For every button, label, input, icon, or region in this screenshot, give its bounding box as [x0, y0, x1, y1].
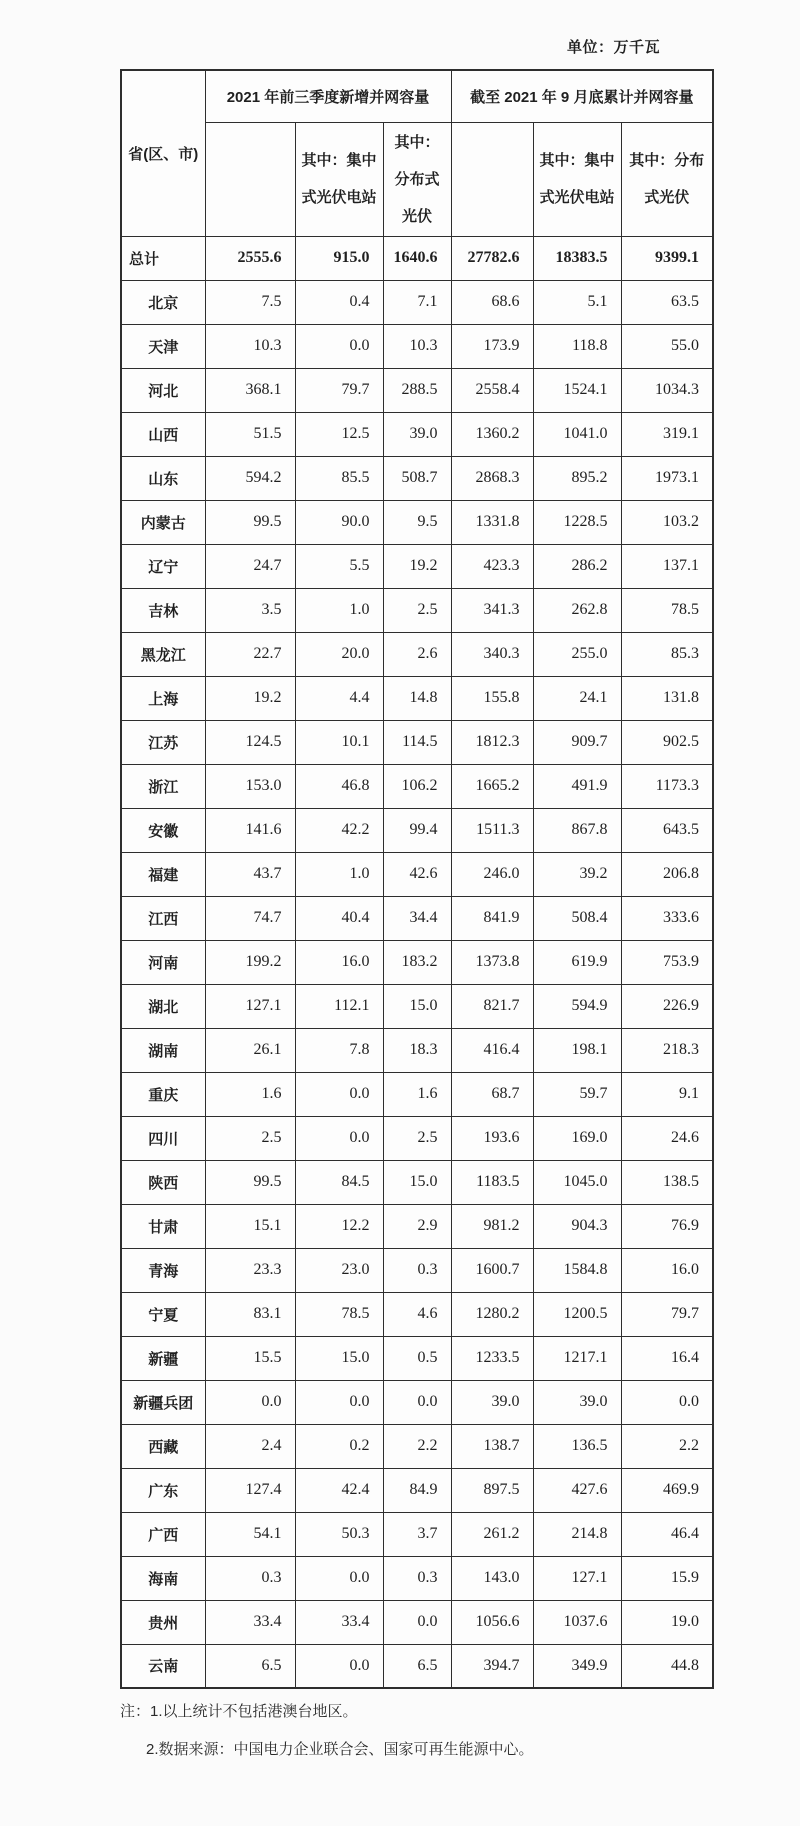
value-cell: 2.9: [383, 1204, 451, 1248]
value-cell: 0.0: [295, 1556, 383, 1600]
province-name-cell: 贵州: [121, 1600, 205, 1644]
table-row: [121, 1380, 713, 1424]
value-cell: 4.4: [295, 676, 383, 720]
value-cell: 1584.8: [533, 1248, 621, 1292]
value-cell: 118.8: [533, 324, 621, 368]
value-cell: 1511.3: [451, 808, 533, 852]
value-cell: 841.9: [451, 896, 533, 940]
sub-header-row: [121, 122, 713, 236]
province-name-cell: 海南: [121, 1556, 205, 1600]
value-cell: 153.0: [205, 764, 295, 808]
value-cell: 199.2: [205, 940, 295, 984]
value-cell: 83.1: [205, 1292, 295, 1336]
value-cell: 55.0: [621, 324, 713, 368]
province-name-cell: 吉林: [121, 588, 205, 632]
value-cell: 469.9: [621, 1468, 713, 1512]
table-row: [121, 764, 713, 808]
value-cell: 1665.2: [451, 764, 533, 808]
value-cell: 39.0: [451, 1380, 533, 1424]
value-cell: 0.0: [295, 1644, 383, 1688]
value-cell: 141.6: [205, 808, 295, 852]
value-cell: 1183.5: [451, 1160, 533, 1204]
value-cell: 19.2: [205, 676, 295, 720]
table-row: [121, 500, 713, 544]
value-cell: 138.5: [621, 1160, 713, 1204]
province-name-cell: 山西: [121, 412, 205, 456]
value-cell: 79.7: [621, 1292, 713, 1336]
value-cell: 0.3: [383, 1248, 451, 1292]
value-cell: 2.2: [383, 1424, 451, 1468]
value-cell: 0.3: [383, 1556, 451, 1600]
group-header-new-capacity: 2021 年前三季度新增并网容量: [205, 70, 451, 122]
value-cell: 2.5: [383, 1116, 451, 1160]
value-cell: 1173.3: [621, 764, 713, 808]
value-cell: 1373.8: [451, 940, 533, 984]
value-cell: 5.5: [295, 544, 383, 588]
value-cell: 9.5: [383, 500, 451, 544]
value-cell: 394.7: [451, 1644, 533, 1688]
province-name-cell: 辽宁: [121, 544, 205, 588]
value-cell: 15.0: [383, 1160, 451, 1204]
table-row: [121, 1028, 713, 1072]
table-row: [121, 236, 713, 280]
value-cell: 59.7: [533, 1072, 621, 1116]
table-row: [121, 1336, 713, 1380]
table-row: [121, 1644, 713, 1688]
value-cell: 6.5: [383, 1644, 451, 1688]
value-cell: 16.0: [621, 1248, 713, 1292]
value-cell: 349.9: [533, 1644, 621, 1688]
table-row: [121, 1160, 713, 1204]
value-cell: 63.5: [621, 280, 713, 324]
value-cell: 206.8: [621, 852, 713, 896]
group-header-cumulative-capacity: 截至 2021 年 9 月底累计并网容量: [451, 70, 713, 122]
value-cell: 0.0: [205, 1380, 295, 1424]
value-cell: 127.1: [205, 984, 295, 1028]
province-name-cell: 福建: [121, 852, 205, 896]
value-cell: 0.2: [295, 1424, 383, 1468]
table-row: [121, 456, 713, 500]
value-cell: 24.1: [533, 676, 621, 720]
value-cell: 15.1: [205, 1204, 295, 1248]
table-body: [121, 236, 713, 1688]
value-cell: 46.4: [621, 1512, 713, 1556]
value-cell: 909.7: [533, 720, 621, 764]
value-cell: 897.5: [451, 1468, 533, 1512]
value-cell: 1228.5: [533, 500, 621, 544]
value-cell: 2.5: [205, 1116, 295, 1160]
value-cell: 42.6: [383, 852, 451, 896]
value-cell: 594.9: [533, 984, 621, 1028]
value-cell: 1280.2: [451, 1292, 533, 1336]
table-row: [121, 676, 713, 720]
value-cell: 90.0: [295, 500, 383, 544]
value-cell: 15.9: [621, 1556, 713, 1600]
value-cell: 85.3: [621, 632, 713, 676]
province-name-cell: 宁夏: [121, 1292, 205, 1336]
value-cell: 131.8: [621, 676, 713, 720]
value-cell: 114.5: [383, 720, 451, 764]
value-cell: 33.4: [205, 1600, 295, 1644]
value-cell: 2868.3: [451, 456, 533, 500]
value-cell: 19.2: [383, 544, 451, 588]
value-cell: 1640.6: [383, 236, 451, 280]
value-cell: 19.0: [621, 1600, 713, 1644]
table-row: [121, 852, 713, 896]
province-name-cell: 云南: [121, 1644, 205, 1688]
value-cell: 1360.2: [451, 412, 533, 456]
value-cell: 20.0: [295, 632, 383, 676]
sub-header-cum-distributed: 其中：分布式光伏: [621, 122, 713, 236]
value-cell: 68.6: [451, 280, 533, 324]
table-row: [121, 412, 713, 456]
table-row: [121, 1468, 713, 1512]
province-name-cell: 湖北: [121, 984, 205, 1028]
sub-header-new-total: [205, 122, 295, 236]
value-cell: 79.7: [295, 368, 383, 412]
value-cell: 753.9: [621, 940, 713, 984]
value-cell: 84.9: [383, 1468, 451, 1512]
value-cell: 7.1: [383, 280, 451, 324]
value-cell: 508.7: [383, 456, 451, 500]
value-cell: 0.0: [295, 1380, 383, 1424]
value-cell: 255.0: [533, 632, 621, 676]
value-cell: 173.9: [451, 324, 533, 368]
value-cell: 46.8: [295, 764, 383, 808]
value-cell: 9399.1: [621, 236, 713, 280]
table-row: [121, 324, 713, 368]
value-cell: 1037.6: [533, 1600, 621, 1644]
province-name-cell: 总计: [121, 236, 205, 280]
value-cell: 14.8: [383, 676, 451, 720]
value-cell: 10.1: [295, 720, 383, 764]
value-cell: 68.7: [451, 1072, 533, 1116]
province-name-cell: 江苏: [121, 720, 205, 764]
province-name-cell: 黑龙江: [121, 632, 205, 676]
value-cell: 619.9: [533, 940, 621, 984]
value-cell: 85.5: [295, 456, 383, 500]
value-cell: 23.0: [295, 1248, 383, 1292]
value-cell: 915.0: [295, 236, 383, 280]
value-cell: 867.8: [533, 808, 621, 852]
value-cell: 15.5: [205, 1336, 295, 1380]
value-cell: 1973.1: [621, 456, 713, 500]
value-cell: 12.2: [295, 1204, 383, 1248]
value-cell: 1233.5: [451, 1336, 533, 1380]
table-row: [121, 1248, 713, 1292]
value-cell: 127.1: [533, 1556, 621, 1600]
value-cell: 34.4: [383, 896, 451, 940]
value-cell: 27782.6: [451, 236, 533, 280]
province-name-cell: 浙江: [121, 764, 205, 808]
value-cell: 137.1: [621, 544, 713, 588]
value-cell: 0.0: [295, 1116, 383, 1160]
corner-header-cell: 省(区、市): [121, 70, 205, 236]
value-cell: 288.5: [383, 368, 451, 412]
table-row: [121, 940, 713, 984]
province-name-cell: 青海: [121, 1248, 205, 1292]
value-cell: 7.8: [295, 1028, 383, 1072]
table-row: [121, 1072, 713, 1116]
province-name-cell: 山东: [121, 456, 205, 500]
value-cell: 99.5: [205, 500, 295, 544]
province-name-cell: 四川: [121, 1116, 205, 1160]
value-cell: 508.4: [533, 896, 621, 940]
value-cell: 226.9: [621, 984, 713, 1028]
province-name-cell: 江西: [121, 896, 205, 940]
table-row: [121, 1424, 713, 1468]
value-cell: 341.3: [451, 588, 533, 632]
value-cell: 39.0: [383, 412, 451, 456]
footnote-data-source: 2.数据来源：中国电力企业联合会、国家可再生能源中心。: [146, 1741, 534, 1758]
table-row: [121, 368, 713, 412]
value-cell: 6.5: [205, 1644, 295, 1688]
province-name-cell: 安徽: [121, 808, 205, 852]
value-cell: 1600.7: [451, 1248, 533, 1292]
value-cell: 44.8: [621, 1644, 713, 1688]
province-name-cell: 湖南: [121, 1028, 205, 1072]
value-cell: 10.3: [205, 324, 295, 368]
value-cell: 895.2: [533, 456, 621, 500]
value-cell: 127.4: [205, 1468, 295, 1512]
value-cell: 39.0: [533, 1380, 621, 1424]
value-cell: 1045.0: [533, 1160, 621, 1204]
table-row: [121, 720, 713, 764]
value-cell: 821.7: [451, 984, 533, 1028]
value-cell: 904.3: [533, 1204, 621, 1248]
value-cell: 3.5: [205, 588, 295, 632]
value-cell: 169.0: [533, 1116, 621, 1160]
value-cell: 78.5: [621, 588, 713, 632]
value-cell: 193.6: [451, 1116, 533, 1160]
value-cell: 427.6: [533, 1468, 621, 1512]
table-row: [121, 896, 713, 940]
pv-capacity-table: [120, 69, 714, 1689]
value-cell: 1331.8: [451, 500, 533, 544]
value-cell: 2.5: [383, 588, 451, 632]
value-cell: 51.5: [205, 412, 295, 456]
value-cell: 2555.6: [205, 236, 295, 280]
value-cell: 26.1: [205, 1028, 295, 1072]
province-name-cell: 广东: [121, 1468, 205, 1512]
value-cell: 23.3: [205, 1248, 295, 1292]
province-name-cell: 天津: [121, 324, 205, 368]
province-name-cell: 甘肃: [121, 1204, 205, 1248]
value-cell: 16.4: [621, 1336, 713, 1380]
value-cell: 319.1: [621, 412, 713, 456]
value-cell: 16.0: [295, 940, 383, 984]
value-cell: 1524.1: [533, 368, 621, 412]
value-cell: 138.7: [451, 1424, 533, 1468]
value-cell: 103.2: [621, 500, 713, 544]
value-cell: 218.3: [621, 1028, 713, 1072]
table-row: [121, 1116, 713, 1160]
value-cell: 143.0: [451, 1556, 533, 1600]
value-cell: 124.5: [205, 720, 295, 764]
province-name-cell: 新疆兵团: [121, 1380, 205, 1424]
province-name-cell: 北京: [121, 280, 205, 324]
value-cell: 214.8: [533, 1512, 621, 1556]
province-name-cell: 新疆: [121, 1336, 205, 1380]
value-cell: 594.2: [205, 456, 295, 500]
value-cell: 1.0: [295, 588, 383, 632]
table-row: [121, 984, 713, 1028]
value-cell: 183.2: [383, 940, 451, 984]
value-cell: 78.5: [295, 1292, 383, 1336]
table-row: [121, 588, 713, 632]
value-cell: 981.2: [451, 1204, 533, 1248]
value-cell: 39.2: [533, 852, 621, 896]
province-name-cell: 西藏: [121, 1424, 205, 1468]
value-cell: 10.3: [383, 324, 451, 368]
value-cell: 5.1: [533, 280, 621, 324]
value-cell: 1.6: [383, 1072, 451, 1116]
table-row: [121, 632, 713, 676]
value-cell: 1034.3: [621, 368, 713, 412]
table-row: [121, 280, 713, 324]
table-header: [121, 70, 713, 236]
value-cell: 42.4: [295, 1468, 383, 1512]
value-cell: 1.6: [205, 1072, 295, 1116]
sub-header-new-distributed: 其中：分布式光伏: [383, 122, 451, 236]
value-cell: 24.6: [621, 1116, 713, 1160]
value-cell: 15.0: [383, 984, 451, 1028]
value-cell: 106.2: [383, 764, 451, 808]
value-cell: 76.9: [621, 1204, 713, 1248]
value-cell: 3.7: [383, 1512, 451, 1556]
value-cell: 40.4: [295, 896, 383, 940]
value-cell: 42.2: [295, 808, 383, 852]
value-cell: 33.4: [295, 1600, 383, 1644]
province-name-cell: 河南: [121, 940, 205, 984]
value-cell: 643.5: [621, 808, 713, 852]
value-cell: 261.2: [451, 1512, 533, 1556]
value-cell: 2.2: [621, 1424, 713, 1468]
value-cell: 1041.0: [533, 412, 621, 456]
table-row: [121, 808, 713, 852]
value-cell: 0.4: [295, 280, 383, 324]
value-cell: 155.8: [451, 676, 533, 720]
value-cell: 99.4: [383, 808, 451, 852]
table-row: [121, 1556, 713, 1600]
footnote-statistics-scope: 注：1.以上统计不包括港澳台地区。: [120, 1703, 358, 1720]
value-cell: 0.0: [383, 1600, 451, 1644]
value-cell: 4.6: [383, 1292, 451, 1336]
table-row: [121, 1292, 713, 1336]
value-cell: 24.7: [205, 544, 295, 588]
value-cell: 333.6: [621, 896, 713, 940]
value-cell: 0.3: [205, 1556, 295, 1600]
value-cell: 1217.1: [533, 1336, 621, 1380]
sub-header-cum-total: [451, 122, 533, 236]
value-cell: 1.0: [295, 852, 383, 896]
value-cell: 84.5: [295, 1160, 383, 1204]
value-cell: 286.2: [533, 544, 621, 588]
province-name-cell: 河北: [121, 368, 205, 412]
value-cell: 18383.5: [533, 236, 621, 280]
value-cell: 340.3: [451, 632, 533, 676]
value-cell: 0.0: [621, 1380, 713, 1424]
value-cell: 50.3: [295, 1512, 383, 1556]
province-name-cell: 内蒙古: [121, 500, 205, 544]
value-cell: 491.9: [533, 764, 621, 808]
value-cell: 7.5: [205, 280, 295, 324]
province-name-cell: 重庆: [121, 1072, 205, 1116]
value-cell: 368.1: [205, 368, 295, 412]
group-header-row: [121, 70, 713, 122]
province-name-cell: 上海: [121, 676, 205, 720]
value-cell: 416.4: [451, 1028, 533, 1072]
unit-label: 单位：万千瓦: [566, 39, 660, 56]
sub-header-cum-centralized: 其中：集中式光伏电站: [533, 122, 621, 236]
value-cell: 246.0: [451, 852, 533, 896]
value-cell: 198.1: [533, 1028, 621, 1072]
value-cell: 902.5: [621, 720, 713, 764]
table-row: [121, 544, 713, 588]
value-cell: 12.5: [295, 412, 383, 456]
province-name-cell: 陕西: [121, 1160, 205, 1204]
value-cell: 2.6: [383, 632, 451, 676]
value-cell: 1056.6: [451, 1600, 533, 1644]
value-cell: 9.1: [621, 1072, 713, 1116]
table-row: [121, 1512, 713, 1556]
value-cell: 0.0: [383, 1380, 451, 1424]
value-cell: 22.7: [205, 632, 295, 676]
value-cell: 2558.4: [451, 368, 533, 412]
value-cell: 2.4: [205, 1424, 295, 1468]
table-row: [121, 1600, 713, 1644]
value-cell: 99.5: [205, 1160, 295, 1204]
value-cell: 136.5: [533, 1424, 621, 1468]
value-cell: 74.7: [205, 896, 295, 940]
value-cell: 43.7: [205, 852, 295, 896]
value-cell: 0.0: [295, 1072, 383, 1116]
value-cell: 1812.3: [451, 720, 533, 764]
value-cell: 54.1: [205, 1512, 295, 1556]
value-cell: 1200.5: [533, 1292, 621, 1336]
value-cell: 0.5: [383, 1336, 451, 1380]
sub-header-new-centralized: 其中：集中式光伏电站: [295, 122, 383, 236]
value-cell: 423.3: [451, 544, 533, 588]
value-cell: 18.3: [383, 1028, 451, 1072]
table-row: [121, 1204, 713, 1248]
value-cell: 0.0: [295, 324, 383, 368]
value-cell: 112.1: [295, 984, 383, 1028]
province-name-cell: 广西: [121, 1512, 205, 1556]
value-cell: 262.8: [533, 588, 621, 632]
value-cell: 15.0: [295, 1336, 383, 1380]
